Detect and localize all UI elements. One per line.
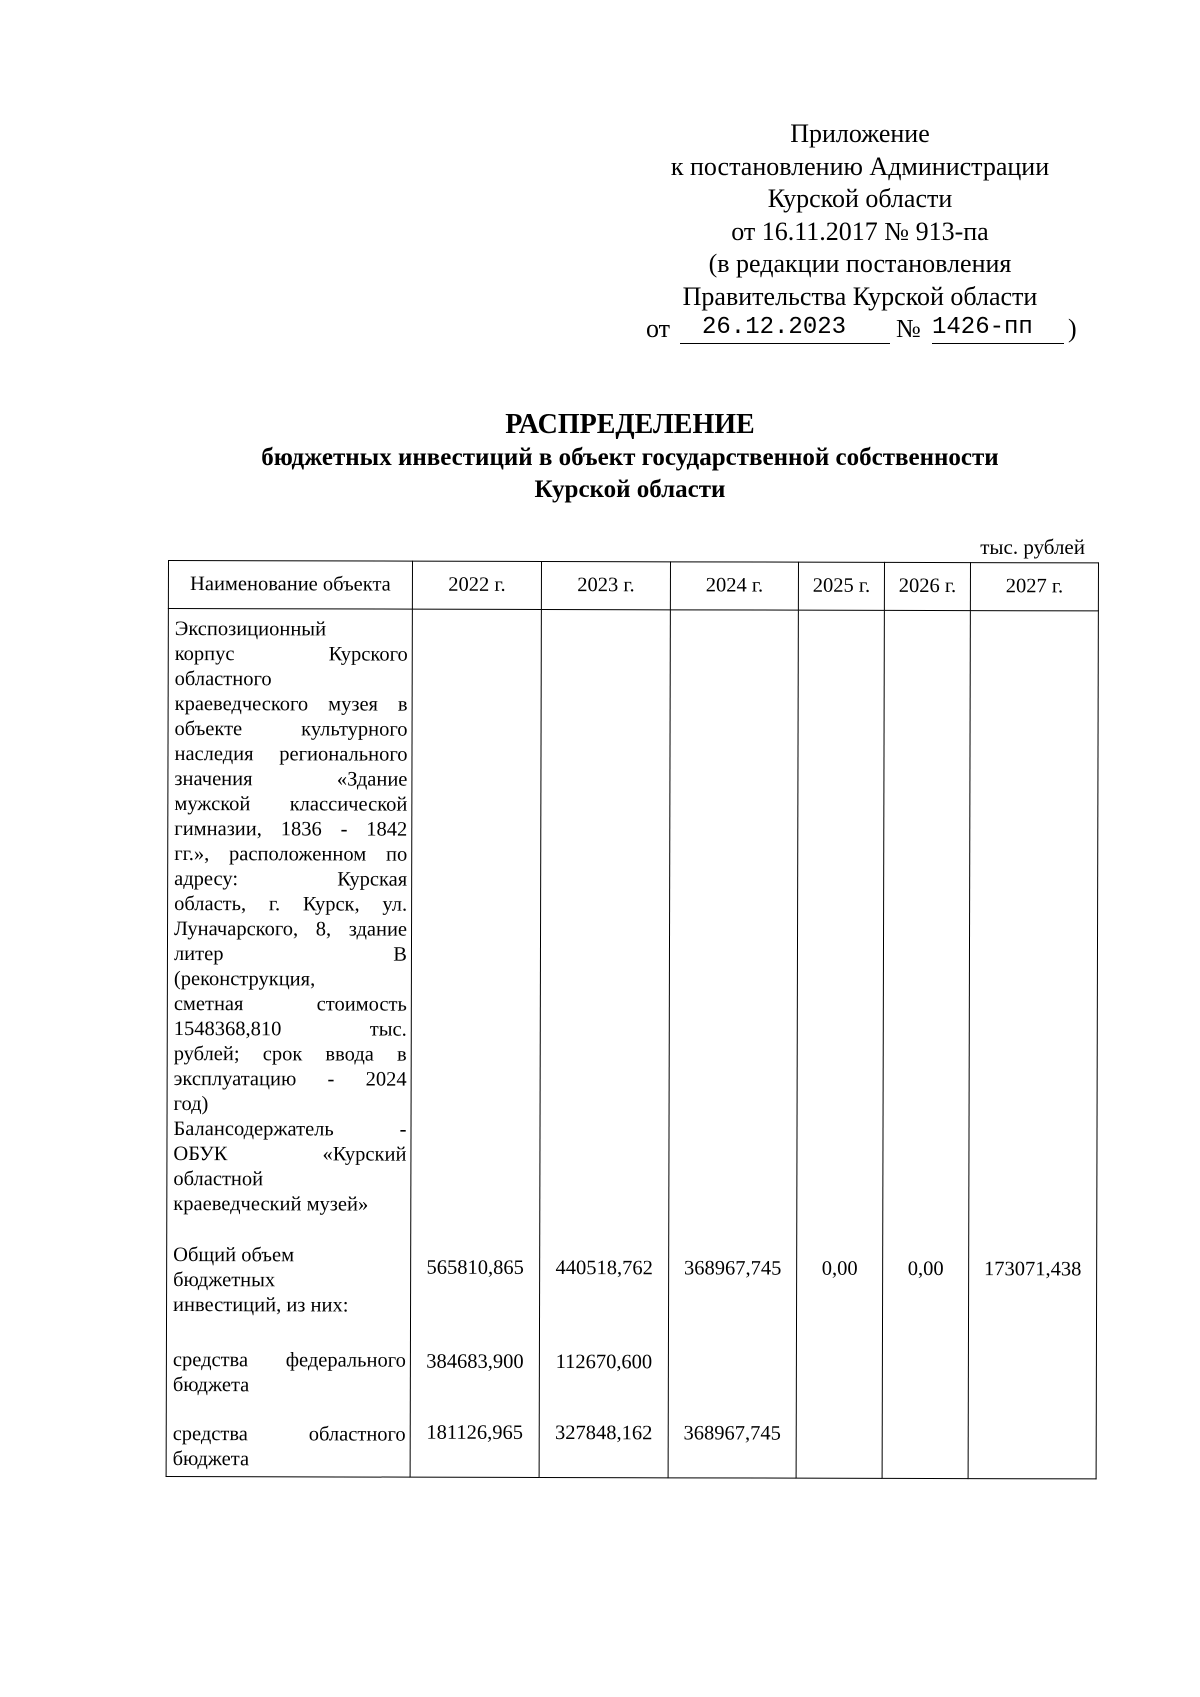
header-2025: 2025 г. xyxy=(798,562,884,610)
row-label-federal: средства федерального xyxy=(172,1349,406,1372)
object-description-line: гимназии, 1836 - 1842 xyxy=(174,818,408,841)
column-2025 xyxy=(796,610,884,1478)
units-label: тыс. рублей xyxy=(980,535,1085,559)
row-label-federal: бюджета xyxy=(172,1374,250,1397)
appendix-line-5: (в редакции постановления xyxy=(708,249,1012,278)
column-2024 xyxy=(668,610,798,1478)
appendix-line-4: от 16.11.2017 № 913-па xyxy=(731,216,989,246)
object-description-line: (реконструкция, xyxy=(173,968,316,991)
object-description-line: наследия регионального xyxy=(174,743,408,766)
investment-table xyxy=(166,560,1099,1479)
row-label-total: инвестиций, из них: xyxy=(173,1294,349,1317)
row-label-regional: бюджета xyxy=(172,1448,250,1471)
appendix-line-1: Приложение xyxy=(790,119,930,148)
value-federal-2022: 384683,900 xyxy=(426,1350,524,1373)
column-2026 xyxy=(882,610,970,1478)
value-total-2027: 173071,438 xyxy=(983,1258,1082,1281)
object-description-line: 1548368,810 тыс. xyxy=(173,1018,407,1041)
value-total-2023: 440518,762 xyxy=(555,1257,653,1280)
object-description-line: гг.», расположенном по xyxy=(174,843,408,866)
object-description-line: ОБУК «Курский xyxy=(173,1143,407,1166)
header-2027: 2027 г. xyxy=(970,563,1098,611)
closing-parenthesis: ) xyxy=(1068,314,1077,343)
object-description-line: областного xyxy=(174,668,272,691)
value-total-2026: 0,00 xyxy=(907,1257,944,1281)
from-label: от xyxy=(646,314,671,343)
value-regional-2022: 181126,965 xyxy=(426,1421,524,1444)
object-description-line: краеведческий музей» xyxy=(173,1193,369,1216)
column-2023 xyxy=(539,609,670,1477)
object-description-line: эксплуатацию - 2024 xyxy=(173,1068,407,1091)
object-description-line: Экспозиционный xyxy=(174,618,327,641)
title-line-2: бюджетных инвестиций в объект государственной собственности xyxy=(261,444,999,471)
object-description-line: сметная стоимость xyxy=(173,993,407,1016)
object-description-line: рублей; срок ввода в xyxy=(173,1043,407,1066)
number-label: № xyxy=(896,314,921,343)
object-description-line: адресу: Курская xyxy=(174,868,408,891)
table-header-row xyxy=(168,561,1098,611)
object-description-line: год) xyxy=(173,1093,209,1116)
object-name-cell xyxy=(166,609,412,1478)
amendment-date-line xyxy=(600,313,1120,347)
row-label-regional: средства областного xyxy=(172,1423,406,1446)
header-2022: 2022 г. xyxy=(412,561,541,609)
column-2027 xyxy=(968,611,1098,1479)
row-label-total: бюджетных xyxy=(173,1269,276,1292)
object-description-line: объекте культурного xyxy=(174,718,408,741)
object-description-line: Луначарского, 8, здание xyxy=(174,918,408,941)
object-description-line: значения «Здание xyxy=(174,768,408,791)
object-description-line: корпус Курского xyxy=(174,643,408,666)
header-object-name: Наименование объекта xyxy=(168,561,412,610)
value-federal-2023: 112670,600 xyxy=(555,1351,653,1374)
object-description-line: Балансодержатель - xyxy=(173,1118,407,1141)
object-description-line: мужской классической xyxy=(174,793,408,816)
spacer xyxy=(173,1318,406,1349)
spacer xyxy=(173,1398,406,1423)
object-description-line: областной xyxy=(173,1168,264,1191)
title-line-3: Курской области xyxy=(534,476,726,503)
appendix-line-6: Правительства Курской области xyxy=(682,281,1038,311)
value-total-2025: 0,00 xyxy=(821,1257,858,1280)
spacer xyxy=(173,1217,406,1244)
document-title xyxy=(0,408,1200,506)
header-2026: 2026 г. xyxy=(884,562,970,610)
amendment-number: 1426-пп xyxy=(932,313,1064,344)
column-2022 xyxy=(410,609,541,1477)
header-2023: 2023 г. xyxy=(541,561,670,609)
row-label-total: Общий объем xyxy=(173,1244,295,1267)
value-total-2022: 565810,865 xyxy=(426,1256,524,1279)
value-regional-2024: 368967,745 xyxy=(683,1422,781,1445)
appendix-line-2: к постановлению Администрации xyxy=(670,151,1050,181)
object-description-line: краеведческого музея в xyxy=(174,693,408,716)
appendix-header xyxy=(600,118,1120,347)
amendment-date: 26.12.2023 xyxy=(680,313,890,344)
header-2024: 2024 г. xyxy=(670,562,798,610)
value-total-2024: 368967,745 xyxy=(683,1257,782,1280)
object-description-line: литер В xyxy=(173,943,407,966)
title-line-1: РАСПРЕДЕЛЕНИЕ xyxy=(505,409,755,440)
object-description-line: область, г. Курск, ул. xyxy=(174,893,408,916)
table-row xyxy=(166,609,1098,1479)
value-regional-2023: 327848,162 xyxy=(554,1422,653,1445)
appendix-line-3: Курской области xyxy=(767,184,953,213)
